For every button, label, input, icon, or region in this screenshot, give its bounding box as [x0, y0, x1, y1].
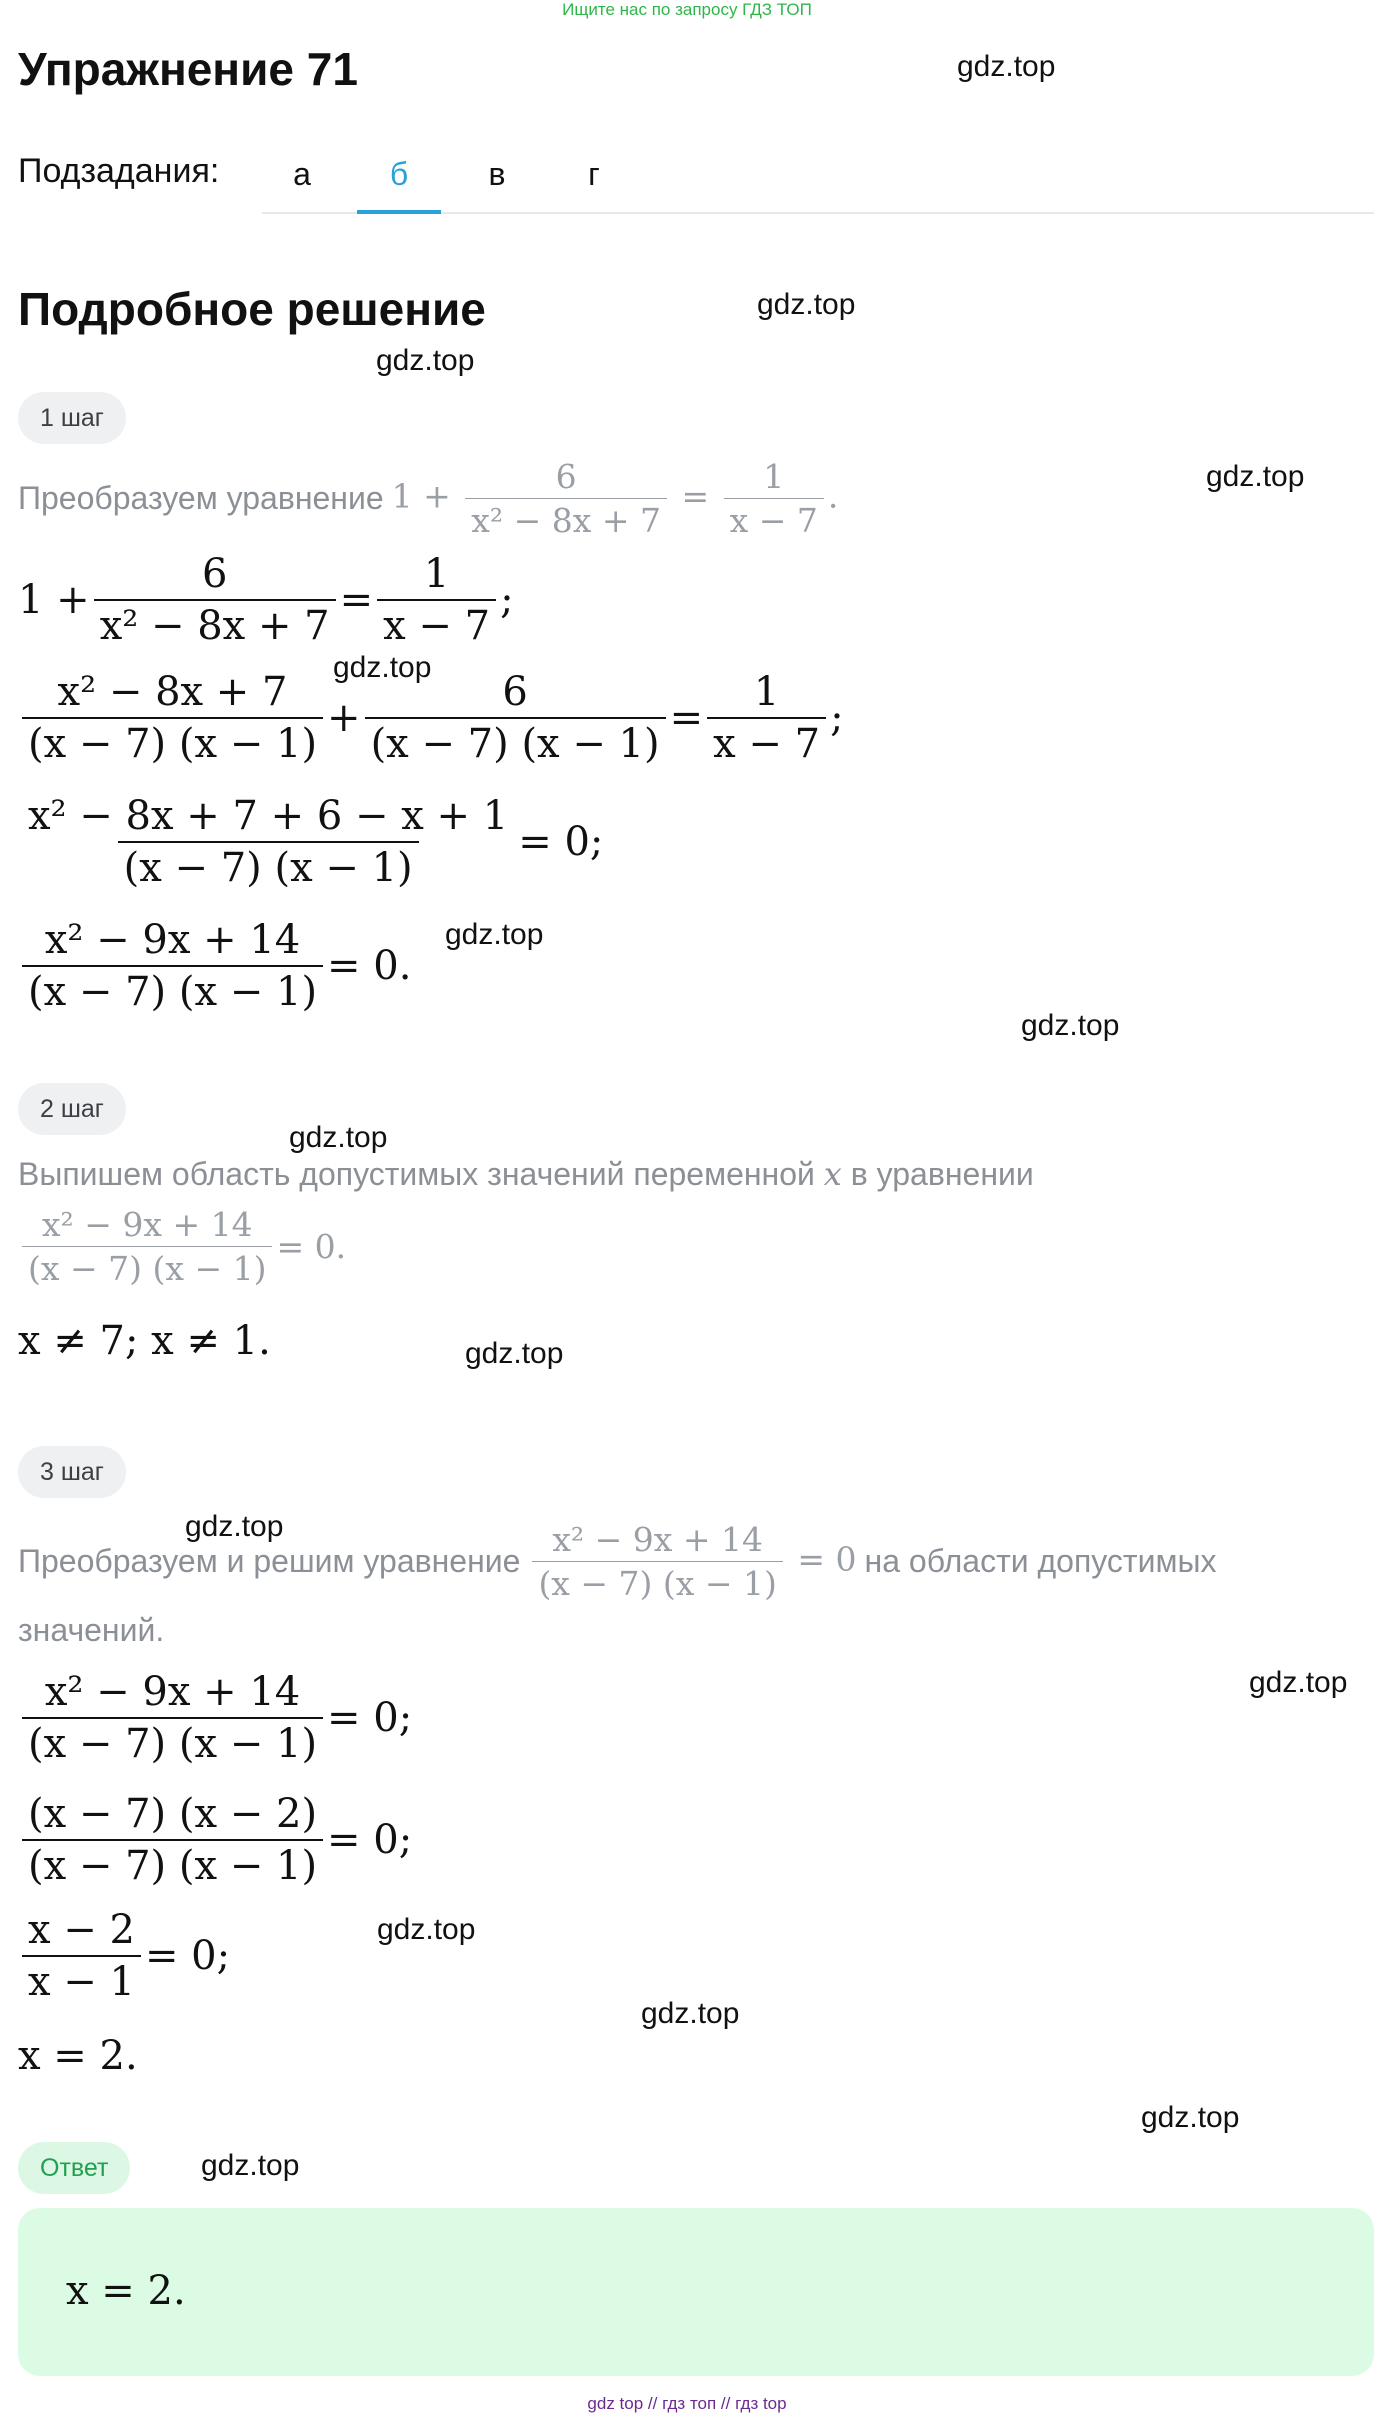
watermark: gdz.top — [376, 344, 475, 377]
watermark: gdz.top — [289, 1121, 388, 1154]
watermark: gdz.top — [1141, 2101, 1240, 2134]
watermark: gdz.top — [185, 1510, 284, 1543]
step-3-line-1: $\frac{\text{x² − 9x + 14}}{(x - 7) (x - 1)}$ = 0; — [18, 1662, 412, 1774]
step-3-line-2: $\frac{(x - 7) (x - 2)}{(x - 7) (x - 1)}$ = 0; — [18, 1784, 412, 1896]
step-1-line-4: $\frac{\text{x² − 9x + 14}}{(x - 7) (x - 1)}$ = 0. — [18, 910, 411, 1022]
step-3-line-4: x = 2. — [18, 2033, 138, 2079]
watermark: gdz.top — [377, 1913, 476, 1946]
step-2-line-1: x ≠ 7; x ≠ 1. — [18, 1318, 271, 1364]
step-3-intro-cont: значений. — [18, 1612, 165, 1648]
step-3-intro-equation: $\frac{\text{x² − 9x + 14}}{(x - 7) (x - 1)}$ = 0 — [528, 1520, 856, 1603]
step-3-badge: 3 шаг — [18, 1446, 126, 1498]
answer-value: x = 2. — [66, 2268, 186, 2314]
footer-links[interactable]: gdz top // гдз топ // гдз top — [587, 2394, 787, 2413]
watermark: gdz.top — [957, 50, 1056, 83]
watermark: gdz.top — [1021, 1009, 1120, 1042]
top-banner[interactable]: Ищите нас по запросу ГДЗ ТОП — [562, 0, 812, 19]
watermark: gdz.top — [1249, 1666, 1348, 1699]
step-2-intro — [18, 1155, 1034, 1193]
watermark: gdz.top — [201, 2149, 300, 2182]
step-3-line-3: $\frac{x - 2}{x - 1}$ = 0; — [18, 1902, 230, 2010]
step-2-intro-text: Выпишем область допустимых значений переменной — [18, 1156, 815, 1192]
tab-a[interactable]: а — [293, 156, 311, 192]
section-title: Подробное решение — [18, 283, 486, 335]
watermark: gdz.top — [333, 651, 432, 684]
step-2-intro-var: x — [823, 1155, 842, 1193]
step-1-line-3: $\frac{\text{x² − 8x + 7 + 6 − x + 1}}{(x - 7) (x - 1)}$ = 0; — [28, 793, 604, 891]
step-1-intro — [18, 450, 838, 546]
watermark: gdz.top — [757, 288, 856, 321]
step-2-badge: 2 шаг — [18, 1083, 126, 1135]
step-3-intro — [18, 1508, 1216, 1614]
answer-badge: Ответ — [18, 2142, 130, 2194]
step-2-intro-tail: в уравнении — [850, 1156, 1034, 1192]
step-1-line-1: 1 + $\frac{6}{\text{x² − 8x + 7}}$ = $\frac{1}{x - 7}$ ; — [18, 551, 514, 649]
tab-v[interactable]: в — [488, 156, 506, 192]
tab-b[interactable]: б — [357, 148, 441, 214]
answer-box — [18, 2208, 1374, 2376]
tab-g[interactable]: г — [588, 156, 600, 192]
step-3-intro-text: Преобразуем и решим уравнение — [18, 1542, 521, 1579]
step-3-intro-tail: на области допустимых — [864, 1542, 1217, 1579]
step-1-badge: 1 шаг — [18, 392, 126, 444]
watermark: gdz.top — [445, 918, 544, 951]
page-title: Упражнение 71 — [18, 43, 358, 95]
watermark: gdz.top — [641, 1997, 740, 2030]
watermark: gdz.top — [465, 1337, 564, 1370]
step-1-intro-text: Преобразуем уравнение — [18, 479, 384, 516]
subtasks-label: Подзадания: — [18, 152, 220, 190]
step-1-intro-equation: 1 + $\frac{6}{\text{x² − 8x + 7}}$ = $\frac{1}{x - 7}$ . — [391, 456, 839, 540]
step-1-line-2: $\frac{\text{x² − 8x + 7}}{(x - 7) (x - 1)}$ + $\frac{6}{(x - 7) (x - 1)}$ = $\frac{1}{x - 7}$ ; — [18, 662, 844, 774]
watermark: gdz.top — [1206, 460, 1305, 493]
step-2-intro-equation: $\frac{\text{x² − 9x + 14}}{(x - 7) (x - 1)}$ = 0. — [18, 1196, 346, 1296]
